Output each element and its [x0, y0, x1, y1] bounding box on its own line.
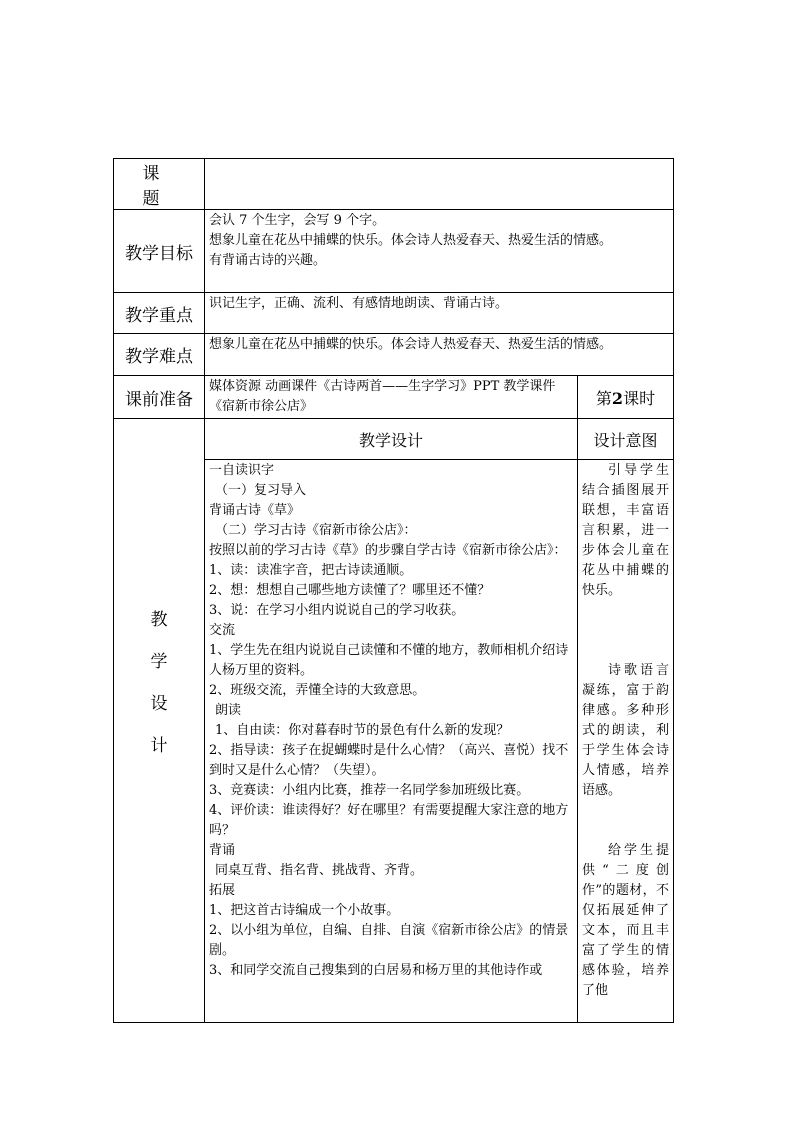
- side-char: 计: [150, 736, 168, 756]
- period-suffix: 课时: [623, 388, 656, 408]
- intent-paragraph: 诗歌语言凝练，富于韵律感。多种形式的朗读，利于学生体会诗人情感，培养语感。: [582, 663, 669, 798]
- period-prefix: 第: [595, 388, 612, 408]
- design-line: 1、自由读：你对暮春时节的景色有什么新的发现？: [215, 723, 510, 738]
- design-line: 3、和同学交流自己搜集到的白居易和杨万里的其他诗作或: [209, 963, 543, 978]
- design-line: 2、以小组为单位，自编、自排、自演《宿新市徐公店》的情景剧。: [209, 923, 569, 958]
- design-header-row: [114, 419, 674, 460]
- design-line: 一自读识字: [209, 463, 275, 478]
- design-line: 2、班级交流，弄懂全诗的大致意思。: [209, 683, 426, 698]
- side-char: 设: [150, 694, 168, 714]
- preparation-row: [114, 376, 674, 419]
- design-line: （二）学习古诗《宿新市徐公店》：: [215, 523, 417, 538]
- design-column-header: 教学设计: [205, 419, 578, 460]
- design-line: 背诵: [209, 843, 236, 858]
- design-line: 拓展: [209, 883, 236, 898]
- difficulties-label: 教学难点: [114, 334, 205, 376]
- design-content: [205, 460, 578, 1023]
- intent-paragraph: 给学生提供“二度创作”的题材，不仅拓展延伸了文本，而且丰富了学生的情感体验，培养了他: [582, 843, 669, 998]
- lesson-plan-table: [113, 158, 674, 1023]
- preparation-text: 媒体资源 动画课件《古诗两首——生字学习》PPT 教学课件《宿新市徐公店》: [205, 376, 578, 419]
- design-line: 3、说：在学习小组内说说自己的学习收获。: [209, 603, 465, 618]
- design-line: 同桌互背、指名背、挑战背、齐背。: [215, 863, 424, 878]
- design-line: 背诵古诗《草》: [209, 503, 301, 518]
- design-line: （一）复习导入: [215, 483, 307, 498]
- period-number: 2: [611, 388, 624, 408]
- design-line: 2、想：想想自己哪些地方读懂了？哪里还不懂？: [209, 583, 491, 598]
- intent-paragraph: 引导学生结合插图展开联想，丰富语言积累，进一步体会儿童在花丛中捕蝶的快乐。: [582, 463, 669, 598]
- preparation-label: 课前准备: [114, 376, 205, 419]
- intent-column-header: 设计意图: [578, 419, 674, 460]
- goals-content: [205, 210, 674, 293]
- goals-row: [114, 210, 674, 293]
- design-line: 1、读：读准字音，把古诗读通顺。: [209, 563, 413, 578]
- topic-label: 课 题: [114, 159, 205, 210]
- side-char: 教: [150, 610, 168, 630]
- goals-label: 教学目标: [114, 210, 205, 293]
- design-line: 1、把这首古诗编成一个小故事。: [209, 903, 400, 918]
- class-period: [578, 376, 674, 419]
- key-points-row: [114, 293, 674, 334]
- difficulties-text: 想象儿童在花丛中捕蝶的快乐。体会诗人热爱春天、热爱生活的情感。: [205, 334, 674, 376]
- design-line: 朗读: [215, 703, 242, 718]
- topic-value: [205, 159, 674, 210]
- design-line: 1、学生先在组内说说自己读懂和不懂的地方，教师相机介绍诗人杨万里的资料。: [209, 643, 569, 678]
- design-line: 按照以前的学习古诗《草》的步骤自学古诗《宿新市徐公店》：: [209, 543, 567, 558]
- design-line: 2、指导读：孩子在捉蝴蝶时是什么心情？（高兴、喜悦）找不到时又是什么心情？（失望）。: [209, 743, 569, 778]
- goal-line: 会认 7 个生字，会写 9 个字。: [209, 213, 386, 228]
- topic-row: [114, 159, 674, 210]
- difficulties-row: [114, 334, 674, 376]
- goal-line: 想象儿童在花丛中捕蝶的快乐。体会诗人热爱春天、热爱生活的情感。: [209, 233, 613, 248]
- goal-line: 有背诵古诗的兴趣。: [209, 253, 327, 268]
- key-points-label: 教学重点: [114, 293, 205, 334]
- key-points-text: 识记生字，正确、流利、有感情地朗读、背诵古诗。: [205, 293, 674, 334]
- design-line: 4、评价读：谁读得好？好在哪里？有需要提醒大家注意的地方吗？: [209, 803, 569, 838]
- intent-content: [578, 460, 674, 1023]
- design-line: 3、竞赛读：小组内比赛，推荐一名同学参加班级比赛。: [209, 783, 530, 798]
- design-side-label: [114, 419, 205, 1023]
- side-char: 学: [150, 652, 168, 672]
- design-line: 交流: [209, 623, 236, 638]
